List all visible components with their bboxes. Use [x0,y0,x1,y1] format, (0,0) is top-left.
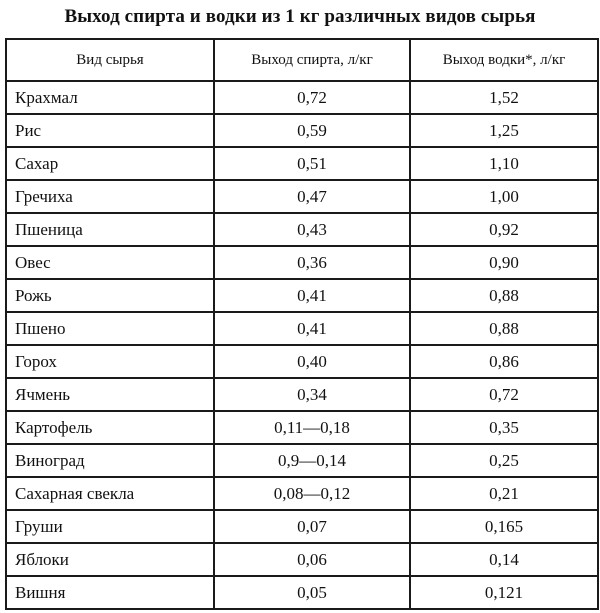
cell-raw-material: Вишня [6,576,214,609]
cell-vodka-yield: 0,21 [410,477,598,510]
table-row [6,213,598,246]
table-row [6,114,598,147]
table-row [6,345,598,378]
cell-raw-material: Рожь [6,279,214,312]
cell-vodka-yield: 0,121 [410,576,598,609]
cell-vodka-yield: 0,88 [410,312,598,345]
cell-raw-material: Виноград [6,444,214,477]
table-body [6,81,598,609]
table-row [6,279,598,312]
cell-vodka-yield: 1,00 [410,180,598,213]
cell-vodka-yield: 1,25 [410,114,598,147]
cell-alcohol-yield: 0,07 [214,510,410,543]
table-row [6,312,598,345]
cell-vodka-yield: 0,88 [410,279,598,312]
cell-vodka-yield: 0,86 [410,345,598,378]
cell-vodka-yield: 0,25 [410,444,598,477]
cell-alcohol-yield: 0,43 [214,213,410,246]
cell-alcohol-yield: 0,51 [214,147,410,180]
cell-alcohol-yield: 0,41 [214,279,410,312]
cell-alcohol-yield: 0,06 [214,543,410,576]
table-row [6,147,598,180]
cell-alcohol-yield: 0,47 [214,180,410,213]
yield-table [5,38,599,610]
cell-raw-material: Овес [6,246,214,279]
cell-alcohol-yield: 0,59 [214,114,410,147]
cell-raw-material: Сахар [6,147,214,180]
cell-vodka-yield: 0,14 [410,543,598,576]
table-header-row [6,39,598,81]
cell-vodka-yield: 0,35 [410,411,598,444]
cell-raw-material: Сахарная свекла [6,477,214,510]
cell-alcohol-yield: 0,9—0,14 [214,444,410,477]
cell-alcohol-yield: 0,41 [214,312,410,345]
cell-raw-material: Картофель [6,411,214,444]
cell-raw-material: Ячмень [6,378,214,411]
table-row [6,246,598,279]
cell-alcohol-yield: 0,34 [214,378,410,411]
table-row [6,543,598,576]
cell-vodka-yield: 1,10 [410,147,598,180]
cell-alcohol-yield: 0,72 [214,81,410,114]
cell-alcohol-yield: 0,05 [214,576,410,609]
cell-vodka-yield: 1,52 [410,81,598,114]
cell-alcohol-yield: 0,11—0,18 [214,411,410,444]
page-title: Выход спирта и водки из 1 кг различных видов сырья [64,6,536,27]
cell-raw-material: Крахмал [6,81,214,114]
header-alcohol-yield: Выход спирта, л/кг [214,39,410,81]
table-row [6,378,598,411]
cell-raw-material: Пшено [6,312,214,345]
table-row [6,81,598,114]
cell-alcohol-yield: 0,36 [214,246,410,279]
cell-raw-material: Гречиха [6,180,214,213]
table-row [6,180,598,213]
cell-raw-material: Яблоки [6,543,214,576]
cell-alcohol-yield: 0,08—0,12 [214,477,410,510]
cell-vodka-yield: 0,72 [410,378,598,411]
table-row [6,510,598,543]
cell-raw-material: Горох [6,345,214,378]
table-row [6,576,598,609]
cell-vodka-yield: 0,90 [410,246,598,279]
header-raw-material: Вид сырья [6,39,214,81]
table-row [6,444,598,477]
cell-raw-material: Рис [6,114,214,147]
cell-raw-material: Пшеница [6,213,214,246]
header-vodka-yield: Выход водки*, л/кг [410,39,598,81]
cell-vodka-yield: 0,165 [410,510,598,543]
table-row [6,477,598,510]
cell-raw-material: Груши [6,510,214,543]
cell-alcohol-yield: 0,40 [214,345,410,378]
table-row [6,411,598,444]
cell-vodka-yield: 0,92 [410,213,598,246]
